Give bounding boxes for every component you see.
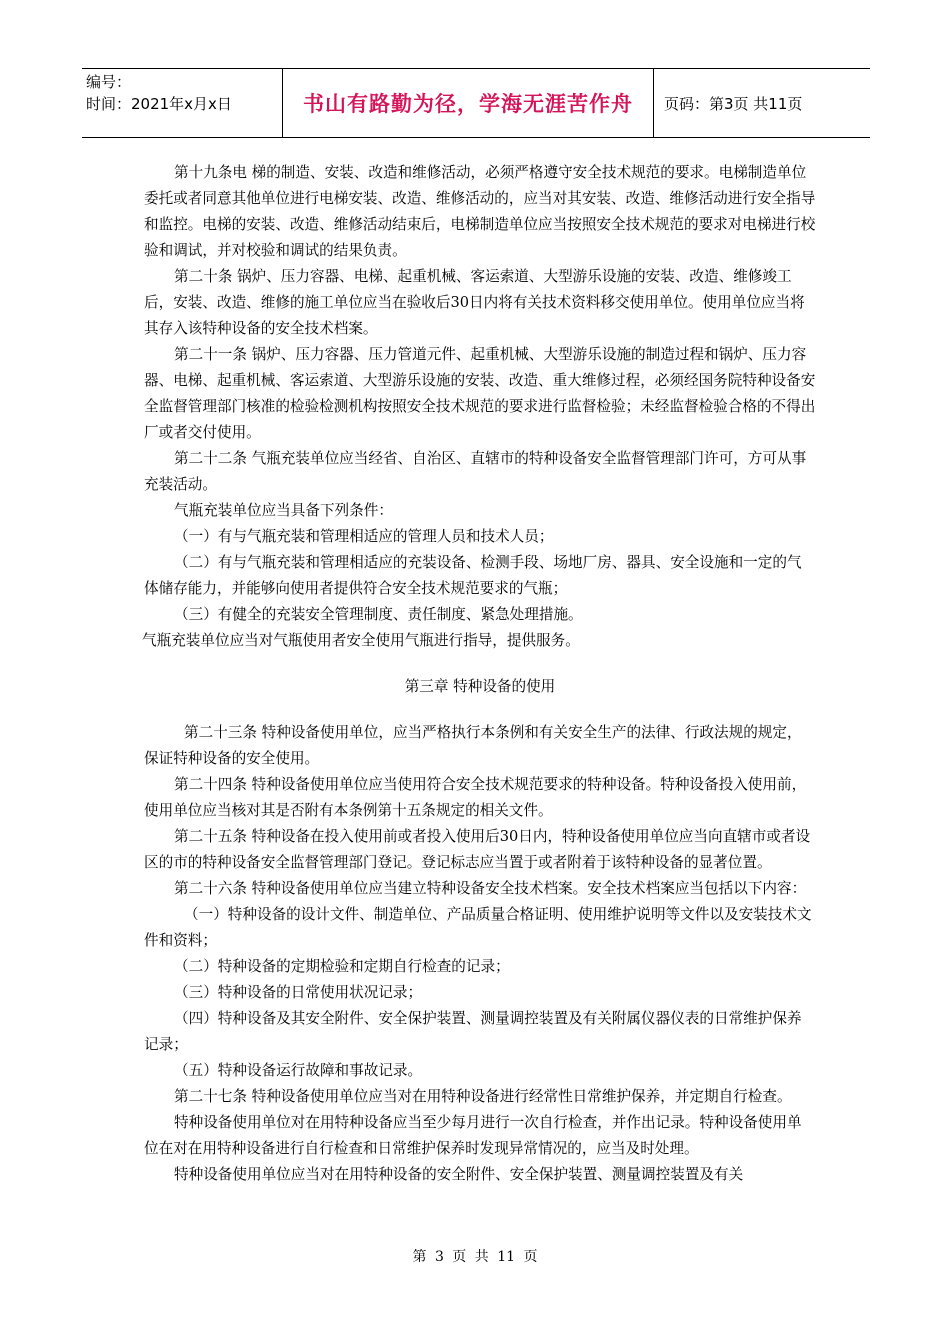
paragraph-article-24: 第二十四条 特种设备使用单位应当使用符合安全技术规范要求的特种设备。特种设备投入使用前，使用单位应当核对其是否附有本条例第十五条规定的相关文件。 bbox=[144, 776, 807, 819]
list-item-condition-3: （三）有健全的充装安全管理制度、责任制度、紧急处理措施。 bbox=[174, 606, 583, 623]
header-meta bbox=[82, 69, 283, 137]
header-page-info: 页码：第3页 共11页 bbox=[664, 94, 803, 113]
document-body bbox=[144, 160, 816, 1188]
paragraph-safety-accessories: 特种设备使用单位应当对在用特种设备的安全附件、安全保护装置、测量调控装置及有关 bbox=[174, 1166, 744, 1183]
paragraph-article-27: 第二十七条 特种设备使用单位应当对在用特种设备进行经常性日常维护保养，并定期自行检查。 bbox=[174, 1088, 792, 1105]
list-item-record-4: （四）特种设备及其安全附件、安全保护装置、测量调控装置及有关附属仪器仪表的日常维护保养记录； bbox=[144, 1010, 802, 1053]
paragraph-article-19: 第十九条电 梯的制造、安装、改造和维修活动，必须严格遵守安全技术规范的要求。电梯制造单位委托或者同意其他单位进行电梯安装、改造、维修活动的，应当对其安装、改造、维修活动进行安全指导和监控。电梯的安装、改造、维修活动结束后，电梯制造单位应当按照安全技术规范的要求对电梯进行校验和调试，并对校验和调试的结果负责。 bbox=[144, 164, 816, 259]
paragraph-article-23: 第二十三条 特种设备使用单位，应当严格执行本条例和有关安全生产的法律、行政法规的规定，保证特种设备的安全使用。 bbox=[144, 724, 802, 767]
list-item-condition-2: （二）有与气瓶充装和管理相适应的充装设备、检测手段、场地厂房、器具、安全设施和一定的气体储存能力，并能够向使用者提供符合安全技术规范要求的气瓶； bbox=[144, 554, 802, 597]
paragraph-article-25: 第二十五条 特种设备在投入使用前或者投入使用后30日内，特种设备使用单位应当向直辖市或者设区的市的特种设备安全监督管理部门登记。登记标志应当置于或者附着于该特种设备的显著位置。 bbox=[144, 828, 811, 871]
paragraph-conditions-intro: 气瓶充装单位应当具备下列条件： bbox=[174, 502, 393, 519]
list-item-record-5: （五）特种设备运行故障和事故记录。 bbox=[174, 1062, 423, 1079]
page-header bbox=[82, 68, 870, 138]
document-number-label: 编号： bbox=[86, 73, 132, 91]
paragraph-article-22: 第二十二条 气瓶充装单位应当经省、自治区、直辖市的特种设备安全监督管理部门许可，方可从事充装活动。 bbox=[144, 450, 807, 493]
list-item-condition-1: （一）有与气瓶充装和管理相适应的管理人员和技术人员； bbox=[174, 528, 554, 545]
paragraph-article-26: 第二十六条 特种设备使用单位应当建立特种设备安全技术档案。安全技术档案应当包括以下内容： bbox=[174, 880, 807, 897]
list-item-record-2: （二）特种设备的定期检验和定期自行检查的记录； bbox=[174, 958, 510, 975]
paragraph-article-21: 第二十一条 锅炉、压力容器、压力管道元件、起重机械、大型游乐设施的制造过程和锅炉、压力容器、电梯、起重机械、客运索道、大型游乐设施的安装、改造、重大维修过程，必须经国务院特种设备安全监督管理部门核准的检验检测机构按照安全技术规范的要求进行监督检验；未经监督检验合格的不得出厂或者交付使用。 bbox=[144, 346, 816, 441]
document-date-label: 时间：2021年x月x日 bbox=[86, 95, 232, 113]
header-motto: 书山有路勤为径，学海无涯苦作舟 bbox=[283, 69, 654, 137]
list-item-record-3: （三）特种设备的日常使用状况记录； bbox=[174, 984, 423, 1001]
paragraph-monthly-check: 特种设备使用单位对在用特种设备应当至少每月进行一次自行检查，并作出记录。特种设备使用单位在对在用特种设备进行自行检查和日常维护保养时发现异常情况的，应当及时处理。 bbox=[144, 1114, 802, 1157]
paragraph-article-20: 第二十条 锅炉、压力容器、电梯、起重机械、客运索道、大型游乐设施的安装、改造、维修竣工后，安装、改造、维修的施工单位应当在验收后30日内将有关技术资料移交使用单位。使用单位应当将其存入该特种设备的安全技术档案。 bbox=[144, 268, 805, 337]
list-item-record-1: （一）特种设备的设计文件、制造单位、产品质量合格证明、使用维护说明等文件以及安装技术文件和资料； bbox=[144, 906, 812, 949]
paragraph-guidance: 气瓶充装单位应当对气瓶使用者安全使用气瓶进行指导，提供服务。 bbox=[142, 632, 580, 649]
chapter-heading: 第三章 特种设备的使用 bbox=[404, 678, 556, 695]
page-footer: 第 3 页 共 11 页 bbox=[412, 1249, 538, 1265]
